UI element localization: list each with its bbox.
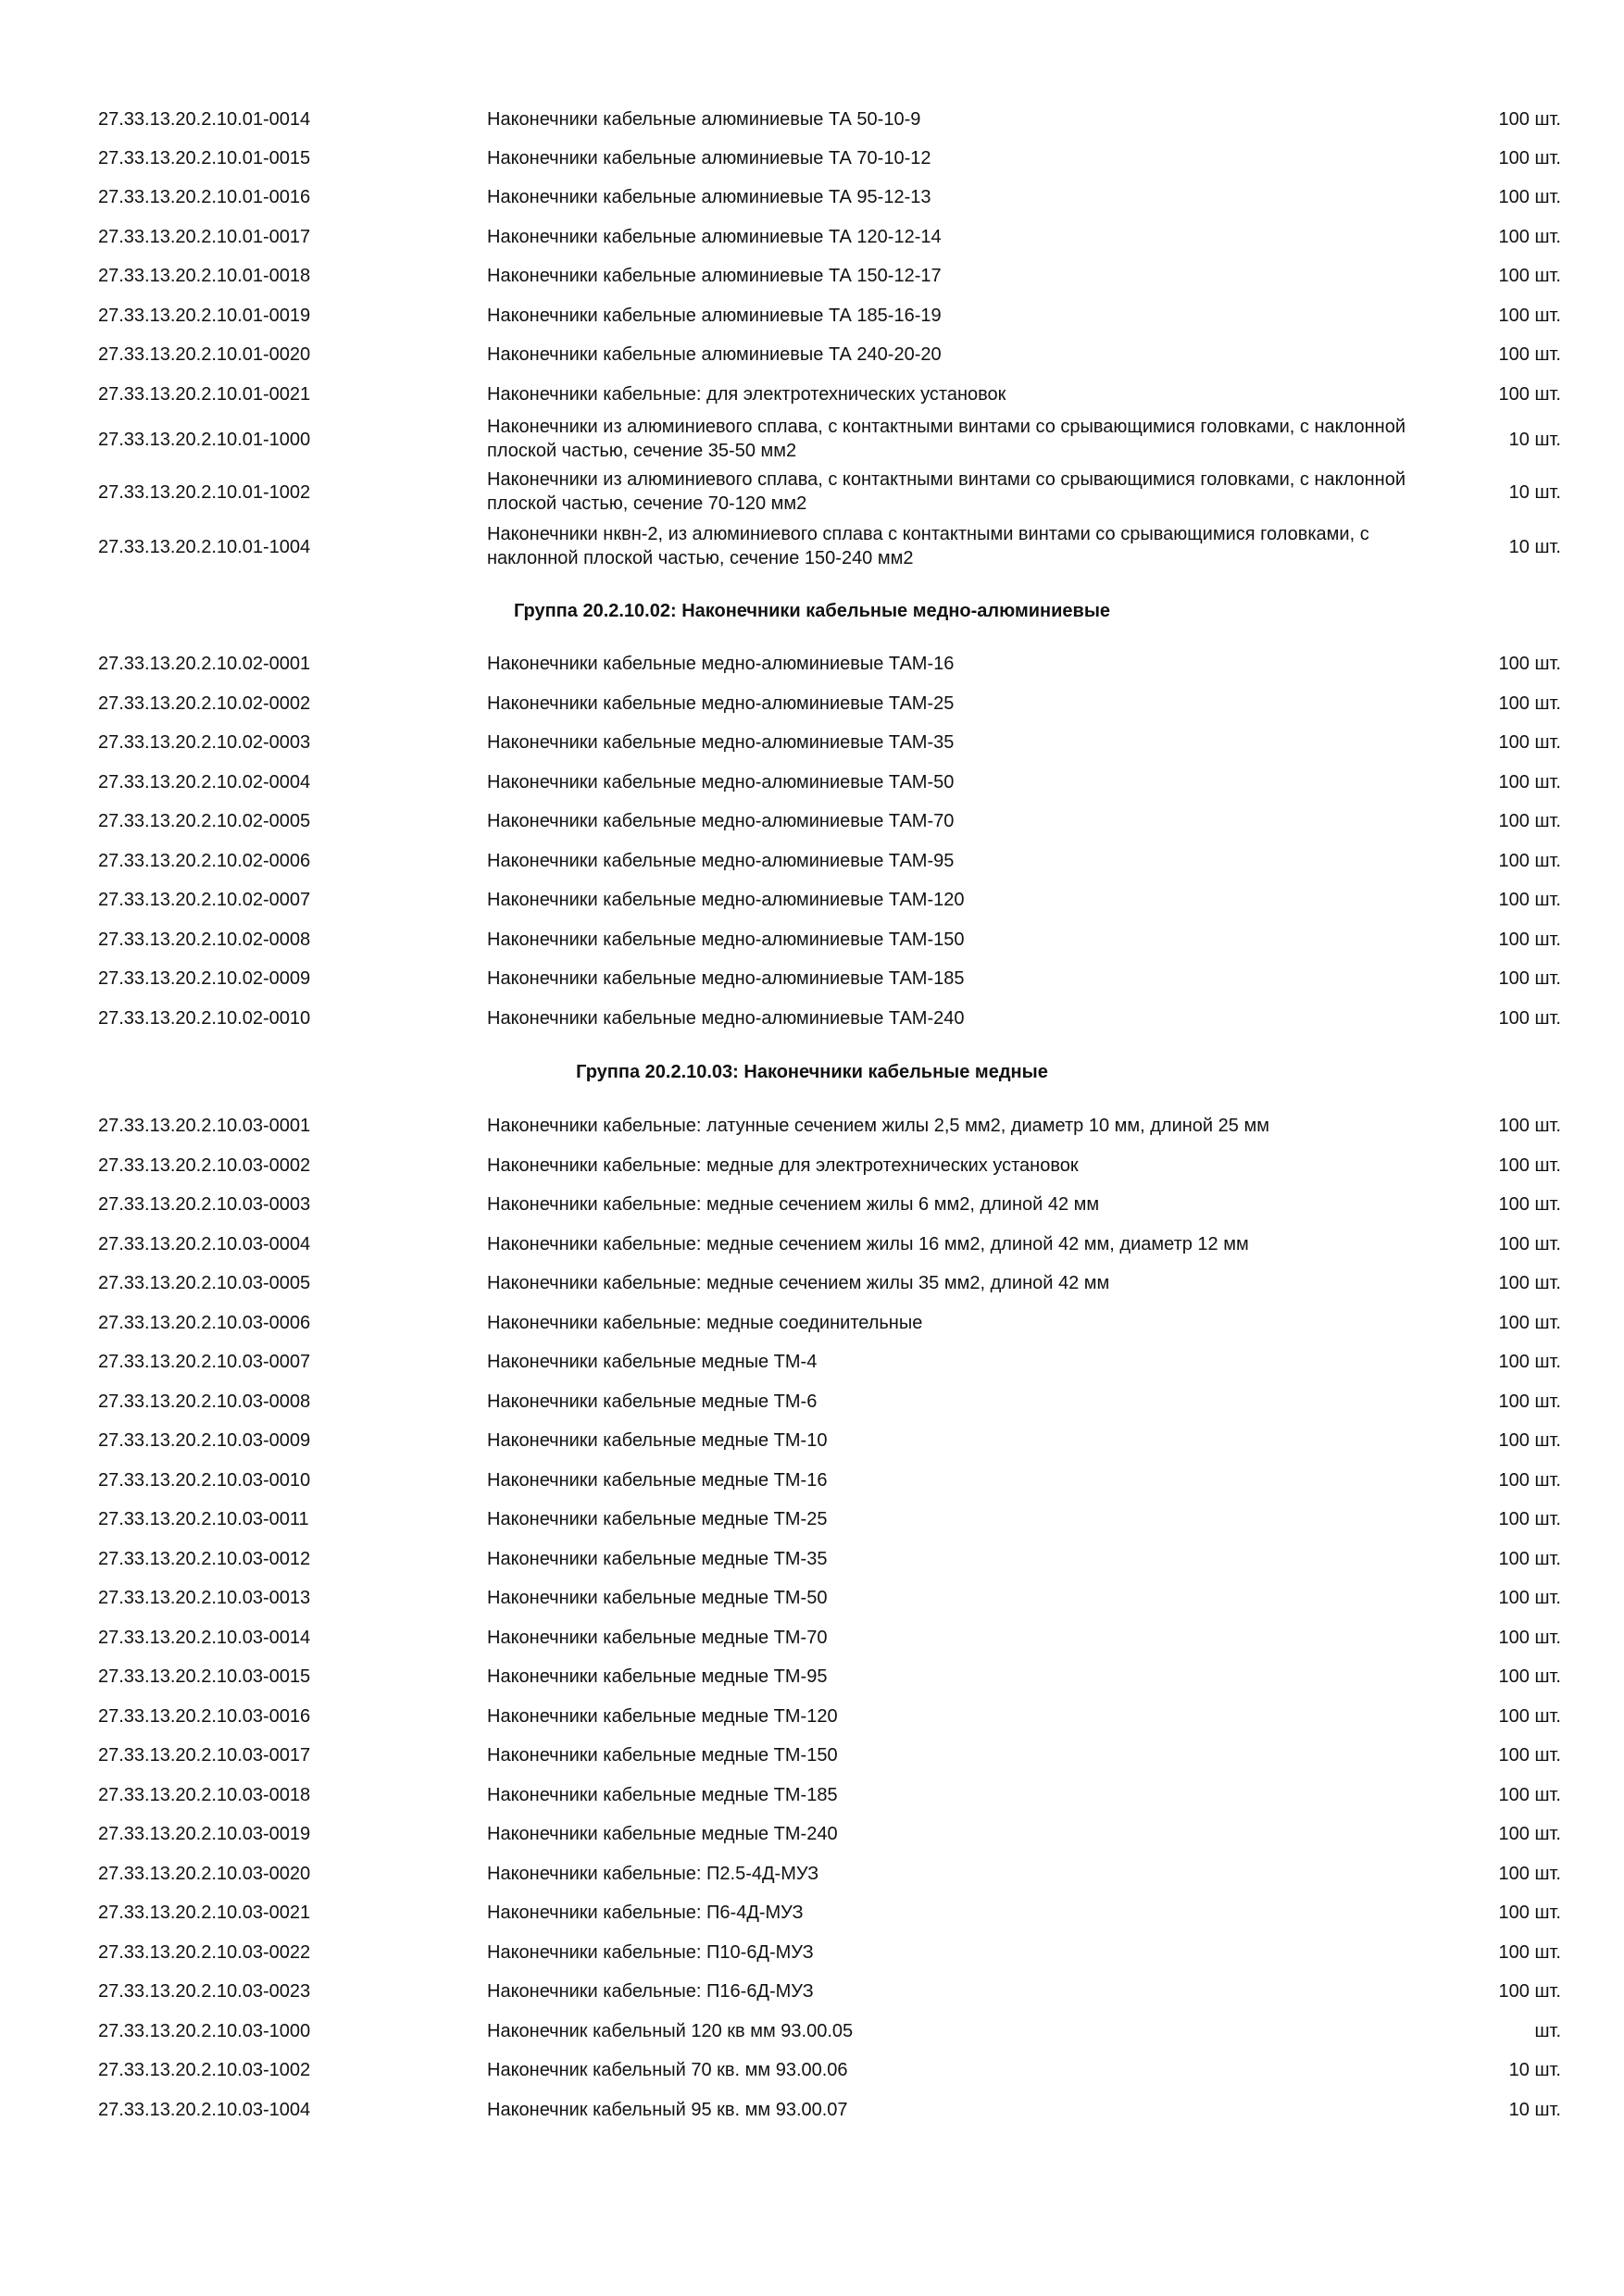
row-code: 27.33.13.20.2.10.02-0007: [98, 890, 311, 910]
row-code: 27.33.13.20.2.10.03-0004: [98, 1234, 311, 1254]
row-unit: 100 шт.: [1498, 693, 1561, 714]
row-code: 27.33.13.20.2.10.01-0019: [98, 306, 311, 326]
row-unit: 100 шт.: [1498, 1155, 1561, 1176]
row-unit: 100 шт.: [1498, 811, 1561, 831]
row-name: Наконечники кабельные: медные соединительные: [487, 1313, 923, 1333]
row-unit: 100 шт.: [1498, 306, 1561, 326]
row-name: Наконечники кабельные медные ТМ-35: [487, 1549, 828, 1569]
row-name: Наконечники кабельные: П16-6Д-МУЗ: [487, 1981, 814, 2002]
row-code: 27.33.13.20.2.10.01-0014: [98, 109, 311, 130]
row-name: Наконечники кабельные: латунные сечением жилы 2,5 мм2, диаметр 10 мм, длиной 25 мм: [487, 1116, 1269, 1136]
row-code: 27.33.13.20.2.10.02-0004: [98, 772, 311, 792]
row-code: 27.33.13.20.2.10.01-0018: [98, 266, 311, 286]
row-unit: 100 шт.: [1498, 187, 1561, 207]
row-unit: 100 шт.: [1498, 772, 1561, 792]
row-code: 27.33.13.20.2.10.03-0012: [98, 1549, 311, 1569]
row-unit: 100 шт.: [1498, 1509, 1561, 1529]
row-name: Наконечники кабельные алюминиевые ТА 95-12-13: [487, 187, 931, 207]
row-code: 27.33.13.20.2.10.03-0019: [98, 1824, 311, 1844]
row-name: Наконечники кабельные: П6-4Д-МУЗ: [487, 1903, 804, 1923]
row-name: Наконечник кабельный 70 кв. мм 93.00.06: [487, 2060, 848, 2080]
row-code: 27.33.13.20.2.10.03-0011: [98, 1509, 309, 1529]
row-code: 27.33.13.20.2.10.02-0010: [98, 1008, 311, 1029]
row-unit: 100 шт.: [1498, 109, 1561, 130]
row-code: 27.33.13.20.2.10.03-0007: [98, 1352, 311, 1372]
row-unit: 100 шт.: [1498, 1745, 1561, 1766]
row-name: Наконечники из алюминиевого сплава, с контактными винтами со срывающимися головками, с наклонной плоской частью, сечение 35-50 мм2: [487, 417, 1405, 461]
row-unit: 100 шт.: [1498, 1352, 1561, 1372]
row-name: Наконечники кабельные: медные для электротехнических установок: [487, 1155, 1079, 1176]
row-code: 27.33.13.20.2.10.03-0014: [98, 1628, 311, 1648]
row-unit: 100 шт.: [1498, 1273, 1561, 1293]
row-code: 27.33.13.20.2.10.03-0015: [98, 1666, 311, 1687]
row-name: Наконечники кабельные медные ТМ-240: [487, 1824, 838, 1844]
row-code: 27.33.13.20.2.10.01-0017: [98, 227, 311, 247]
row-name: Наконечники кабельные: для электротехнических установок: [487, 384, 1006, 405]
row-unit: 100 шт.: [1498, 1666, 1561, 1687]
row-unit: 100 шт.: [1498, 930, 1561, 950]
row-name: Наконечники кабельные алюминиевые ТА 150-12-17: [487, 266, 942, 286]
row-code: 27.33.13.20.2.10.03-0023: [98, 1981, 311, 2002]
group-heading: Группа 20.2.10.02: Наконечники кабельные медно-алюминиевые: [513, 601, 1111, 621]
row-code: 27.33.13.20.2.10.03-0002: [98, 1155, 311, 1176]
row-unit: 10 шт.: [1508, 430, 1561, 450]
row-unit: 100 шт.: [1498, 148, 1561, 168]
row-unit: 100 шт.: [1498, 851, 1561, 871]
row-code: 27.33.13.20.2.10.01-1002: [98, 482, 311, 503]
table-row: [0, 468, 1624, 519]
row-unit: 100 шт.: [1498, 344, 1561, 365]
row-unit: 100 шт.: [1498, 1628, 1561, 1648]
row-name: Наконечники кабельные медные ТМ-70: [487, 1628, 828, 1648]
row-unit: 100 шт.: [1498, 1194, 1561, 1215]
row-code: 27.33.13.20.2.10.01-0020: [98, 344, 311, 365]
row-unit: 10 шт.: [1508, 482, 1561, 503]
row-unit: 100 шт.: [1498, 1824, 1561, 1844]
row-name: Наконечники кабельные медные ТМ-95: [487, 1666, 828, 1687]
row-code: 27.33.13.20.2.10.03-0010: [98, 1470, 311, 1491]
group-heading: Группа 20.2.10.03: Наконечники кабельные медные: [576, 1062, 1048, 1082]
row-name: Наконечники кабельные медно-алюминиевые ТАМ-16: [487, 654, 955, 674]
row-unit: 100 шт.: [1498, 227, 1561, 247]
row-name: Наконечники кабельные медно-алюминиевые ТАМ-120: [487, 890, 965, 910]
row-name: Наконечники нквн-2, из алюминиевого сплава с контактными винтами со срывающимися головками, с наклонной плоской частью, сечение 150-240 мм2: [487, 524, 1369, 568]
row-unit: 100 шт.: [1498, 968, 1561, 989]
row-unit: 100 шт.: [1498, 732, 1561, 753]
row-name: Наконечники кабельные медно-алюминиевые ТАМ-150: [487, 930, 965, 950]
row-name: Наконечники кабельные медные ТМ-10: [487, 1430, 828, 1451]
row-code: 27.33.13.20.2.10.02-0002: [98, 693, 311, 714]
row-name: Наконечники кабельные медно-алюминиевые ТАМ-50: [487, 772, 955, 792]
row-name: Наконечники кабельные алюминиевые ТА 185-16-19: [487, 306, 942, 326]
row-unit: 10 шт.: [1508, 2060, 1561, 2080]
row-unit: 100 шт.: [1498, 1903, 1561, 1923]
row-code: 27.33.13.20.2.10.01-1000: [98, 430, 311, 450]
row-unit: 100 шт.: [1498, 384, 1561, 405]
row-name: Наконечники кабельные медные ТМ-185: [487, 1785, 838, 1805]
row-name: Наконечники кабельные медно-алюминиевые ТАМ-240: [487, 1008, 965, 1029]
row-code: 27.33.13.20.2.10.02-0005: [98, 811, 311, 831]
row-code: 27.33.13.20.2.10.03-0001: [98, 1116, 311, 1136]
row-name: Наконечники кабельные алюминиевые ТА 120-12-14: [487, 227, 942, 247]
row-code: 27.33.13.20.2.10.03-0021: [98, 1903, 311, 1923]
table-row: [0, 415, 1624, 467]
row-name: Наконечники кабельные: медные сечением жилы 35 мм2, длиной 42 мм: [487, 1273, 1110, 1293]
row-code: 27.33.13.20.2.10.03-0013: [98, 1588, 311, 1608]
row-name: Наконечник кабельный 95 кв. мм 93.00.07: [487, 2100, 848, 2120]
row-name: Наконечник кабельный 120 кв мм 93.00.05: [487, 2021, 854, 2041]
row-name: Наконечники кабельные медные ТМ-25: [487, 1509, 828, 1529]
row-name: Наконечники кабельные медно-алюминиевые ТАМ-95: [487, 851, 955, 871]
row-code: 27.33.13.20.2.10.01-0015: [98, 148, 311, 168]
row-unit: 100 шт.: [1498, 1588, 1561, 1608]
row-name: Наконечники кабельные медные ТМ-150: [487, 1745, 838, 1766]
row-code: 27.33.13.20.2.10.02-0008: [98, 930, 311, 950]
row-code: 27.33.13.20.2.10.03-0017: [98, 1745, 311, 1766]
row-name: Наконечники кабельные медно-алюминиевые ТАМ-35: [487, 732, 955, 753]
row-name: Наконечники из алюминиевого сплава, с контактными винтами со срывающимися головками, с наклонной плоской частью, сечение 70-120 мм2: [487, 469, 1405, 514]
row-code: 27.33.13.20.2.10.03-1002: [98, 2060, 311, 2080]
row-unit: 10 шт.: [1508, 2100, 1561, 2120]
row-code: 27.33.13.20.2.10.03-0009: [98, 1430, 311, 1451]
row-name: Наконечники кабельные: медные сечением жилы 6 мм2, длиной 42 мм: [487, 1194, 1100, 1215]
row-code: 27.33.13.20.2.10.02-0006: [98, 851, 311, 871]
row-unit: 100 шт.: [1498, 266, 1561, 286]
row-name: Наконечники кабельные медные ТМ-4: [487, 1352, 818, 1372]
row-code: 27.33.13.20.2.10.03-1000: [98, 2021, 311, 2041]
row-unit: 100 шт.: [1498, 1430, 1561, 1451]
row-unit: 100 шт.: [1498, 654, 1561, 674]
row-code: 27.33.13.20.2.10.03-0020: [98, 1864, 311, 1884]
row-unit: 100 шт.: [1498, 1313, 1561, 1333]
row-code: 27.33.13.20.2.10.03-0003: [98, 1194, 311, 1215]
row-name: Наконечники кабельные: П2.5-4Д-МУЗ: [487, 1864, 819, 1884]
row-code: 27.33.13.20.2.10.02-0003: [98, 732, 311, 753]
row-unit: 10 шт.: [1508, 537, 1561, 557]
row-name: Наконечники кабельные: медные сечением жилы 16 мм2, длиной 42 мм, диаметр 12 мм: [487, 1234, 1249, 1254]
row-code: 27.33.13.20.2.10.02-0001: [98, 654, 311, 674]
row-code: 27.33.13.20.2.10.03-0018: [98, 1785, 311, 1805]
row-code: 27.33.13.20.2.10.03-0016: [98, 1706, 311, 1727]
row-unit: 100 шт.: [1498, 1116, 1561, 1136]
row-name: Наконечники кабельные медные ТМ-6: [487, 1391, 818, 1412]
row-unit: шт.: [1534, 2021, 1561, 2041]
row-code: 27.33.13.20.2.10.03-0006: [98, 1313, 311, 1333]
row-name: Наконечники кабельные алюминиевые ТА 240-20-20: [487, 344, 942, 365]
row-unit: 100 шт.: [1498, 890, 1561, 910]
row-unit: 100 шт.: [1498, 1942, 1561, 1963]
row-unit: 100 шт.: [1498, 1470, 1561, 1491]
row-name: Наконечники кабельные медно-алюминиевые ТАМ-25: [487, 693, 955, 714]
row-unit: 100 шт.: [1498, 1981, 1561, 2002]
table-row: [0, 522, 1624, 574]
row-code: 27.33.13.20.2.10.03-1004: [98, 2100, 311, 2120]
row-code: 27.33.13.20.2.10.03-0022: [98, 1942, 311, 1963]
row-name: Наконечники кабельные медно-алюминиевые ТАМ-185: [487, 968, 965, 989]
row-code: 27.33.13.20.2.10.01-0021: [98, 384, 311, 405]
row-code: 27.33.13.20.2.10.03-0008: [98, 1391, 311, 1412]
row-unit: 100 шт.: [1498, 1391, 1561, 1412]
row-code: 27.33.13.20.2.10.01-1004: [98, 537, 311, 557]
row-name: Наконечники кабельные медные ТМ-50: [487, 1588, 828, 1608]
row-unit: 100 шт.: [1498, 1234, 1561, 1254]
row-unit: 100 шт.: [1498, 1008, 1561, 1029]
row-name: Наконечники кабельные медные ТМ-120: [487, 1706, 838, 1727]
row-code: 27.33.13.20.2.10.03-0005: [98, 1273, 311, 1293]
row-name: Наконечники кабельные: П10-6Д-МУЗ: [487, 1942, 814, 1963]
row-name: Наконечники кабельные медные ТМ-16: [487, 1470, 828, 1491]
row-name: Наконечники кабельные алюминиевые ТА 70-10-12: [487, 148, 931, 168]
row-unit: 100 шт.: [1498, 1706, 1561, 1727]
row-unit: 100 шт.: [1498, 1864, 1561, 1884]
row-name: Наконечники кабельные медно-алюминиевые ТАМ-70: [487, 811, 955, 831]
row-name: Наконечники кабельные алюминиевые ТА 50-10-9: [487, 109, 921, 130]
row-code: 27.33.13.20.2.10.02-0009: [98, 968, 311, 989]
row-code: 27.33.13.20.2.10.01-0016: [98, 187, 311, 207]
row-unit: 100 шт.: [1498, 1785, 1561, 1805]
row-unit: 100 шт.: [1498, 1549, 1561, 1569]
